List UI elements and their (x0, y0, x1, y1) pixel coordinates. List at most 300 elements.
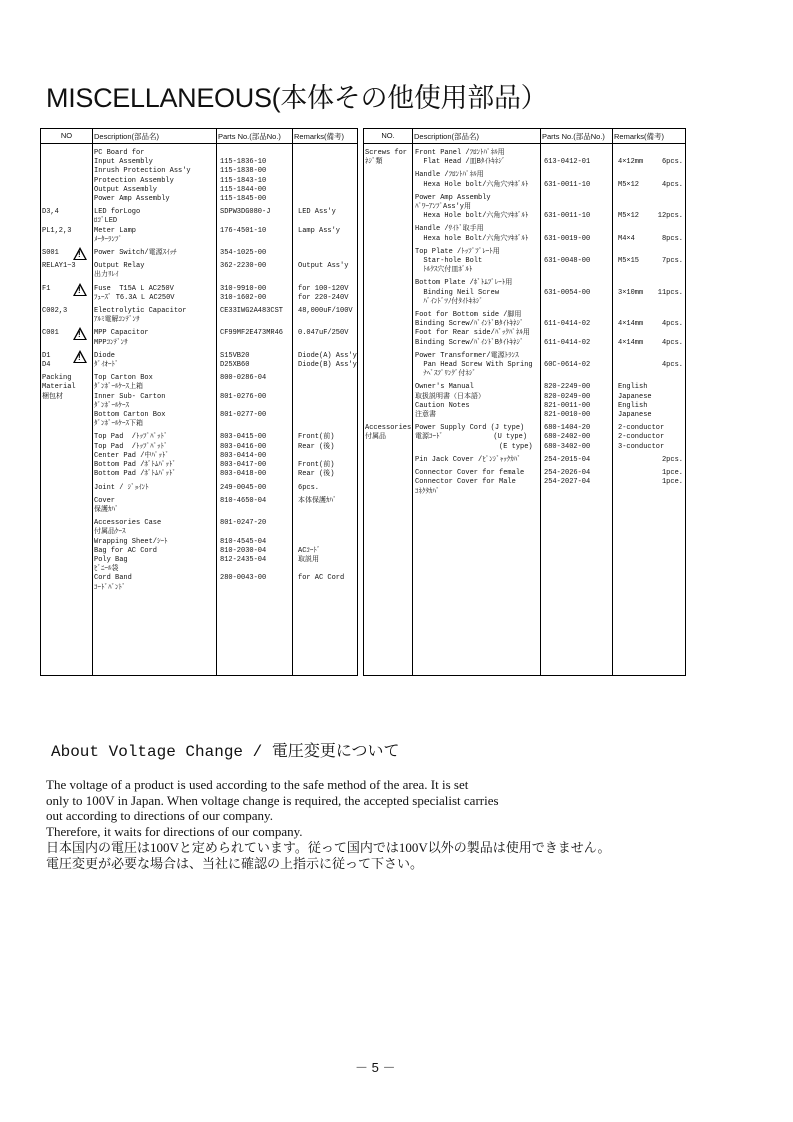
table-row (364, 329, 685, 338)
cell-remarks (616, 443, 685, 452)
cell-no (41, 565, 93, 574)
cell-no (41, 195, 93, 204)
cell-remarks (296, 177, 357, 186)
cell-no (41, 452, 93, 461)
cell-no (364, 225, 413, 234)
cell-no (364, 329, 413, 338)
cell-parts-no: 354-1025-00 (220, 249, 267, 258)
cell-no (41, 411, 93, 420)
cell-no (364, 370, 413, 379)
table-row (41, 584, 357, 593)
cell-description: Joint / ｼﾞｮｲﾝﾄ (94, 483, 149, 492)
cell-remarks (616, 289, 685, 298)
remarks-quantity: 2pcs. (661, 455, 683, 464)
table-row (41, 528, 357, 537)
cell-description: ﾀﾞﾝﾎﾞｰﾙｹｰｽ上箱 (94, 383, 143, 392)
right-parts-table (363, 128, 686, 676)
cell-parts-no: 803-0414-00 (220, 451, 267, 460)
table-row (364, 469, 685, 478)
cell-description: Output Assembly (94, 185, 158, 194)
cell-remarks (296, 149, 357, 158)
cell-no (364, 181, 413, 190)
cell-description: MPPｺﾝﾃﾞﾝｻ (94, 338, 128, 347)
cell-description: Star-hole Bolt (415, 257, 483, 266)
paragraph-line: Therefore, it waits for directions of our company. (46, 824, 303, 840)
table-row (41, 249, 357, 258)
cell-no (364, 279, 413, 288)
cell-parts-no: 115-1844-00 (220, 185, 267, 194)
cell-description: 出力ﾘﾚｲ (94, 271, 119, 280)
cell-description: ﾅﾍﾞｽﾌﾟﾘﾝｸﾞ付ﾈｼﾞ (415, 370, 476, 379)
remarks-size: 3×10mm (618, 288, 644, 297)
cell-remarks (296, 411, 357, 420)
cell-description: Input Assembly (94, 158, 153, 167)
cell-description: Center Pad /中ﾊﾟｯﾄﾞ (94, 451, 169, 460)
remarks-quantity: 4pcs. (661, 361, 683, 370)
cell-description: 注意書 (415, 411, 436, 420)
cell-no (364, 212, 413, 221)
cell-parts-no: 801-0276-00 (220, 392, 267, 401)
cell-no (364, 393, 413, 402)
cell-remarks (616, 424, 685, 433)
table-row (41, 506, 357, 515)
cell-parts-no (219, 383, 296, 392)
table-row (41, 167, 357, 176)
cell-parts-no: 310-9910-00 (220, 284, 267, 293)
table-row (364, 393, 685, 402)
cell-parts-no (543, 329, 616, 338)
right-table-rows (364, 149, 685, 497)
cell-description: Cover (94, 496, 116, 505)
cell-no (364, 320, 413, 329)
cell-parts-no (543, 298, 616, 307)
table-row (41, 565, 357, 574)
table-row (41, 227, 357, 236)
cell-parts-no (219, 528, 296, 537)
table-row (41, 294, 357, 303)
cell-description: Meter Lamp (94, 226, 137, 235)
cell-parts-no (543, 266, 616, 275)
cell-description: Bottom Pad /ﾎﾞﾄﾑﾊﾟｯﾄﾞ (94, 461, 176, 470)
cell-description: Foot for Rear side/ﾊﾞｯｸﾊﾟﾈﾙ用 (415, 329, 530, 338)
table-row (41, 316, 357, 325)
paragraph-line: only to 100V in Japan. When voltage change is required, the accepted specialist carries (46, 792, 499, 808)
table-row (41, 484, 357, 493)
paragraph-line: 日本国内の電圧は100Vと定められています。従って国内では100V以外の製品は使用できません。 (46, 839, 611, 855)
remarks-quantity: 8pcs. (661, 234, 683, 243)
table-row (364, 225, 685, 234)
table-row (364, 257, 685, 266)
cell-parts-no (543, 352, 616, 361)
cell-description: LED forLogo (94, 208, 141, 217)
cell-no (364, 488, 413, 497)
cell-description: Bottom Plate /ﾎﾞﾄﾑﾌﾟﾚｰﾄ用 (415, 279, 513, 288)
cell-parts-no (219, 339, 296, 348)
cell-remarks (616, 478, 685, 487)
cell-parts-no: 115-1836-10 (220, 158, 267, 167)
cell-no: 付属品 (365, 433, 386, 442)
cell-description: Pin Jack Cover /ﾋﾟﾝｼﾞｬｯｸｶﾊﾞ (415, 455, 521, 464)
header-parts-no: Parts No.(部品No.) (542, 132, 605, 141)
cell-parts-no (543, 279, 616, 288)
cell-remarks: Rear (後) (298, 442, 335, 451)
cell-no (41, 519, 93, 528)
cell-parts-no (543, 488, 616, 497)
table-row (364, 488, 685, 497)
table-row (364, 298, 685, 307)
table-row (364, 370, 685, 379)
cell-description: Bottom Carton Box (94, 411, 166, 420)
cell-parts-no: 115-1838-00 (220, 167, 267, 176)
cell-remarks (616, 352, 685, 361)
table-row (41, 411, 357, 420)
remarks-size: English (618, 383, 648, 392)
cell-remarks: Diode(A) Ass'y (298, 351, 357, 360)
table-row (41, 217, 357, 226)
remarks-size: M4×4 (618, 234, 635, 243)
cell-no: D4 (42, 361, 51, 370)
cell-description: Top Pad /ﾄｯﾌﾟﾊﾟｯﾄﾞ (94, 433, 168, 442)
cell-remarks (616, 383, 685, 392)
cell-remarks (616, 488, 685, 497)
cell-parts-no (219, 236, 296, 245)
cell-description: Binding Screw/ﾊﾞｲﾝﾄﾞBﾀｲﾄｷﾈｼﾞ (415, 338, 524, 347)
cell-parts-no: 812-2435-04 (220, 555, 267, 564)
table-row (364, 149, 685, 158)
cell-no (364, 478, 413, 487)
cell-description: Inner Sub- Carton (94, 392, 166, 401)
warning-icon (73, 247, 87, 260)
cell-remarks (616, 257, 685, 266)
cell-remarks (296, 452, 357, 461)
cell-description: Owner's Manual (415, 383, 474, 392)
cell-remarks (616, 279, 685, 288)
remarks-size: 4×14mm (618, 320, 644, 329)
cell-no: C001 (42, 329, 59, 338)
cell-no (41, 484, 93, 493)
header-parts-no: Parts No.(部品No.) (218, 132, 281, 141)
cell-description: Top Carton Box (94, 374, 153, 383)
table-row (41, 285, 357, 294)
cell-remarks: Front(前) (298, 461, 335, 470)
cell-description: Power Amp Assembly (94, 195, 170, 204)
cell-description: Foot for Bottom side /脚用 (415, 311, 522, 320)
cell-no: C002,3 (42, 307, 68, 316)
cell-parts-no: 803-0415-00 (220, 433, 267, 442)
cell-parts-no: 254-2015-04 (544, 455, 591, 464)
paragraph-line: out according to directions of our company. (46, 808, 273, 824)
cell-description: Caution Notes (415, 401, 470, 410)
header-description: Description(部品名) (94, 132, 160, 141)
cell-no (364, 266, 413, 275)
cell-remarks (296, 506, 357, 515)
cell-remarks (616, 339, 685, 348)
cell-description: Connector Cover for female (415, 469, 525, 478)
cell-parts-no: 631-0048-00 (544, 257, 591, 266)
cell-remarks (296, 217, 357, 226)
cell-parts-no: 115-1843-10 (220, 176, 267, 185)
cell-no (41, 497, 93, 506)
cell-description: 付属品ｹｰｽ (94, 528, 126, 537)
cell-parts-no (219, 217, 296, 226)
table-row (41, 374, 357, 383)
table-row (41, 574, 357, 583)
cell-parts-no: 821-0010-00 (544, 411, 591, 420)
cell-parts-no (543, 203, 616, 212)
table-row (41, 383, 357, 392)
table-row (364, 181, 685, 190)
cell-description: Hexa hole Bolt/六角穴ﾂｷﾎﾞﾙﾄ (415, 234, 529, 243)
table-row (41, 547, 357, 556)
cell-parts-no: 611-0414-02 (544, 320, 591, 329)
remarks-size: English (618, 401, 648, 410)
cell-remarks (616, 361, 685, 370)
page-number: － 5 － (355, 1060, 396, 1075)
table-row (364, 443, 685, 452)
cell-no: RELAY1~3 (42, 262, 76, 271)
cell-no (364, 257, 413, 266)
cell-no (364, 298, 413, 307)
remarks-size: M5×12 (618, 212, 640, 221)
cell-parts-no (543, 171, 616, 180)
cell-description: ﾌｭｰｽﾞ T6.3A L AC250V (94, 293, 175, 302)
table-row (364, 203, 685, 212)
cell-description: Bottom Pad /ﾎﾞﾄﾑﾊﾟｯﾄﾞ (94, 470, 176, 479)
paragraph-line: The voltage of a product is used according to the safe method of the area. It is set (46, 777, 469, 792)
cell-no (41, 158, 93, 167)
cell-description: Handle /ｻｲﾄﾞ取手用 (415, 225, 484, 234)
cell-remarks (616, 329, 685, 338)
table-row (41, 361, 357, 370)
cell-parts-no: 810-2030-04 (220, 546, 267, 555)
cell-parts-no: 310-1602-00 (220, 293, 267, 302)
cell-parts-no (219, 420, 296, 429)
table-row (364, 383, 685, 392)
cell-parts-no: 631-0011-10 (544, 180, 591, 189)
cell-remarks: for 220-240V (298, 293, 349, 302)
cell-no: 梱包材 (42, 392, 63, 401)
cell-description: Hexa Hole bolt/六角穴ﾂｷﾎﾞﾙﾄ (415, 212, 529, 221)
cell-description: ﾄﾙｸｽ穴付皿ﾎﾞﾙﾄ (415, 266, 473, 275)
remarks-size: 4×14mm (618, 338, 644, 347)
cell-no (41, 186, 93, 195)
remarks-quantity: 4pcs. (661, 180, 683, 189)
cell-remarks (616, 393, 685, 402)
cell-no (41, 556, 93, 565)
cell-parts-no: 820-2249-00 (544, 383, 591, 392)
table-row (41, 195, 357, 204)
cell-remarks (296, 383, 357, 392)
cell-description: Connector Cover for Male (415, 478, 516, 487)
table-row (364, 361, 685, 370)
cell-description: Output Relay (94, 262, 145, 271)
table-row (364, 248, 685, 257)
left-table-rows (41, 149, 357, 593)
cell-no (364, 311, 413, 320)
header-remarks: Remarks(備考) (614, 132, 664, 141)
table-row (41, 433, 357, 442)
cell-parts-no (219, 402, 296, 411)
table-row (364, 266, 685, 275)
cell-no (41, 167, 93, 176)
table-row (41, 497, 357, 506)
cell-no (364, 456, 413, 465)
cell-remarks: for AC Cord (298, 574, 345, 583)
cell-parts-no: 680-1404-20 (544, 424, 591, 433)
cell-remarks (296, 565, 357, 574)
cell-no (41, 506, 93, 515)
cell-remarks: 本体保護ｶﾊﾞ (298, 496, 337, 505)
cell-description: Binding Neil Screw (415, 288, 500, 297)
header-no: NO. (381, 131, 395, 140)
cell-parts-no: 800-0286-04 (220, 374, 267, 383)
cell-remarks (616, 298, 685, 307)
table-row (364, 402, 685, 411)
cell-description: Pan Head Screw With Spring (415, 361, 533, 370)
cell-description: PC Board for (94, 149, 145, 157)
table-row (364, 194, 685, 203)
cell-no: S001 (42, 249, 59, 258)
cell-description: Cord Band (94, 574, 132, 583)
voltage-heading: About Voltage Change / 電圧変更について (51, 743, 400, 761)
remarks-quantity: 6pcs. (661, 158, 683, 167)
cell-parts-no (543, 248, 616, 257)
table-row (364, 411, 685, 420)
table-row (41, 262, 357, 271)
cell-parts-no (219, 316, 296, 325)
table-row (41, 470, 357, 479)
cell-no (364, 361, 413, 370)
cell-parts-no: 801-0277-00 (220, 411, 267, 420)
cell-description: Top Plate /ﾄｯﾌﾟﾌﾟﾚｰﾄ用 (415, 247, 500, 256)
remarks-size: 3-conductor (618, 442, 665, 451)
cell-remarks (616, 149, 685, 158)
cell-parts-no: 820-0249-00 (544, 392, 591, 401)
cell-remarks: 6pcs. (298, 483, 320, 492)
table-row (41, 149, 357, 158)
cell-parts-no (219, 506, 296, 515)
cell-description: ﾀﾞｲｵｰﾄﾞ (94, 361, 119, 370)
cell-no: D3,4 (42, 208, 59, 217)
cell-no (41, 217, 93, 226)
cell-no (41, 339, 93, 348)
cell-remarks (296, 519, 357, 528)
remarks-quantity: 1pce. (661, 478, 683, 487)
cell-no (364, 352, 413, 361)
cell-no (41, 470, 93, 479)
cell-no (41, 149, 93, 158)
cell-parts-no: 254-2027-04 (544, 478, 591, 487)
cell-remarks (616, 311, 685, 320)
cell-parts-no (219, 271, 296, 280)
table-row (41, 452, 357, 461)
cell-description: 取扱説明書（日本語） (415, 392, 485, 401)
voltage-paragraph (46, 777, 611, 871)
cell-remarks (616, 235, 685, 244)
header-no: NO (60, 131, 73, 140)
cell-no (41, 528, 93, 537)
cell-remarks: Rear (後) (298, 470, 335, 479)
cell-description: ﾊﾞｲﾝﾄﾞﾂﾉ付ﾀｲﾄｷﾈｼﾞ (415, 297, 483, 306)
left-parts-table (40, 128, 358, 676)
cell-parts-no: 810-4650-04 (220, 496, 267, 505)
cell-description: Fuse T15A L AC250V (94, 284, 174, 293)
cell-no (41, 420, 93, 429)
cell-remarks (296, 528, 357, 537)
cell-remarks (296, 420, 357, 429)
cell-parts-no (543, 311, 616, 320)
cell-parts-no: 803-0418-00 (220, 470, 267, 479)
cell-no: F1 (42, 284, 51, 293)
cell-no (364, 339, 413, 348)
cell-remarks (296, 167, 357, 176)
cell-parts-no: 680-3402-00 (544, 442, 591, 451)
cell-parts-no: 810-4545-04 (220, 537, 267, 546)
table-row (41, 443, 357, 452)
cell-description: ﾀﾞﾝﾎﾞｰﾙｹｰｽ (94, 401, 129, 410)
cell-no: PL1,2,3 (42, 226, 72, 235)
cell-description: Top Pad /ﾄｯﾌﾟﾊﾟｯﾄﾞ (94, 442, 168, 451)
cell-description: ｺｰﾄﾞﾊﾞﾝﾄﾞ (94, 583, 126, 592)
page-title: MISCELLANEOUS(本体その他使用部品） (46, 83, 548, 113)
cell-description: Power Transformer/電源ﾄﾗﾝｽ (415, 351, 519, 360)
cell-remarks (616, 248, 685, 257)
cell-parts-no: 176-4501-10 (220, 226, 267, 235)
cell-no (364, 171, 413, 180)
cell-description: Power Amp Assembly (415, 193, 491, 202)
cell-remarks: Lamp Ass'y (298, 226, 341, 235)
cell-no (364, 289, 413, 298)
table-row (41, 158, 357, 167)
header-divider (364, 143, 685, 144)
table-row (364, 235, 685, 244)
table-row (364, 478, 685, 487)
cell-no (41, 433, 93, 442)
cell-parts-no: CF99MF2E473MR46 (220, 329, 284, 338)
cell-remarks (296, 316, 357, 325)
cell-parts-no: D25XB60 (220, 361, 250, 370)
cell-parts-no: 631-0019-00 (544, 234, 591, 243)
cell-no (364, 443, 413, 452)
cell-parts-no: 249-0045-00 (220, 483, 267, 492)
cell-description: 電源ｺｰﾄﾞ (U type) (415, 433, 528, 442)
cell-description: Handle /ﾌﾛﾝﾄﾊﾟﾈﾙ用 (415, 171, 484, 180)
cell-remarks: LED Ass'y (298, 208, 336, 217)
cell-remarks (296, 538, 357, 547)
cell-remarks (296, 271, 357, 280)
cell-remarks (296, 402, 357, 411)
cell-parts-no (219, 565, 296, 574)
cell-parts-no: 254-2026-04 (544, 469, 591, 478)
cell-no: Accessories (365, 424, 412, 433)
remarks-quantity: 7pcs. (661, 257, 683, 266)
cell-parts-no: 362-2230-00 (220, 262, 267, 271)
cell-description: ｱﾙﾐ電解ｺﾝﾃﾞﾝｻ (94, 316, 140, 325)
cell-description: Poly Bag (94, 555, 128, 564)
cell-description: Power Supply Cord (J type) (415, 424, 525, 433)
cell-remarks: Output Ass'y (298, 262, 349, 271)
table-row (41, 352, 357, 361)
remarks-size: Japanese (618, 392, 652, 401)
cell-description: Diode (94, 351, 116, 360)
cell-no (41, 236, 93, 245)
cell-remarks (296, 584, 357, 593)
cell-no: D1 (42, 351, 51, 360)
remarks-size: M5×12 (618, 180, 640, 189)
cell-description: Inrush Protection Ass'y (94, 167, 191, 176)
cell-no: Material (42, 383, 76, 392)
table-row (41, 402, 357, 411)
